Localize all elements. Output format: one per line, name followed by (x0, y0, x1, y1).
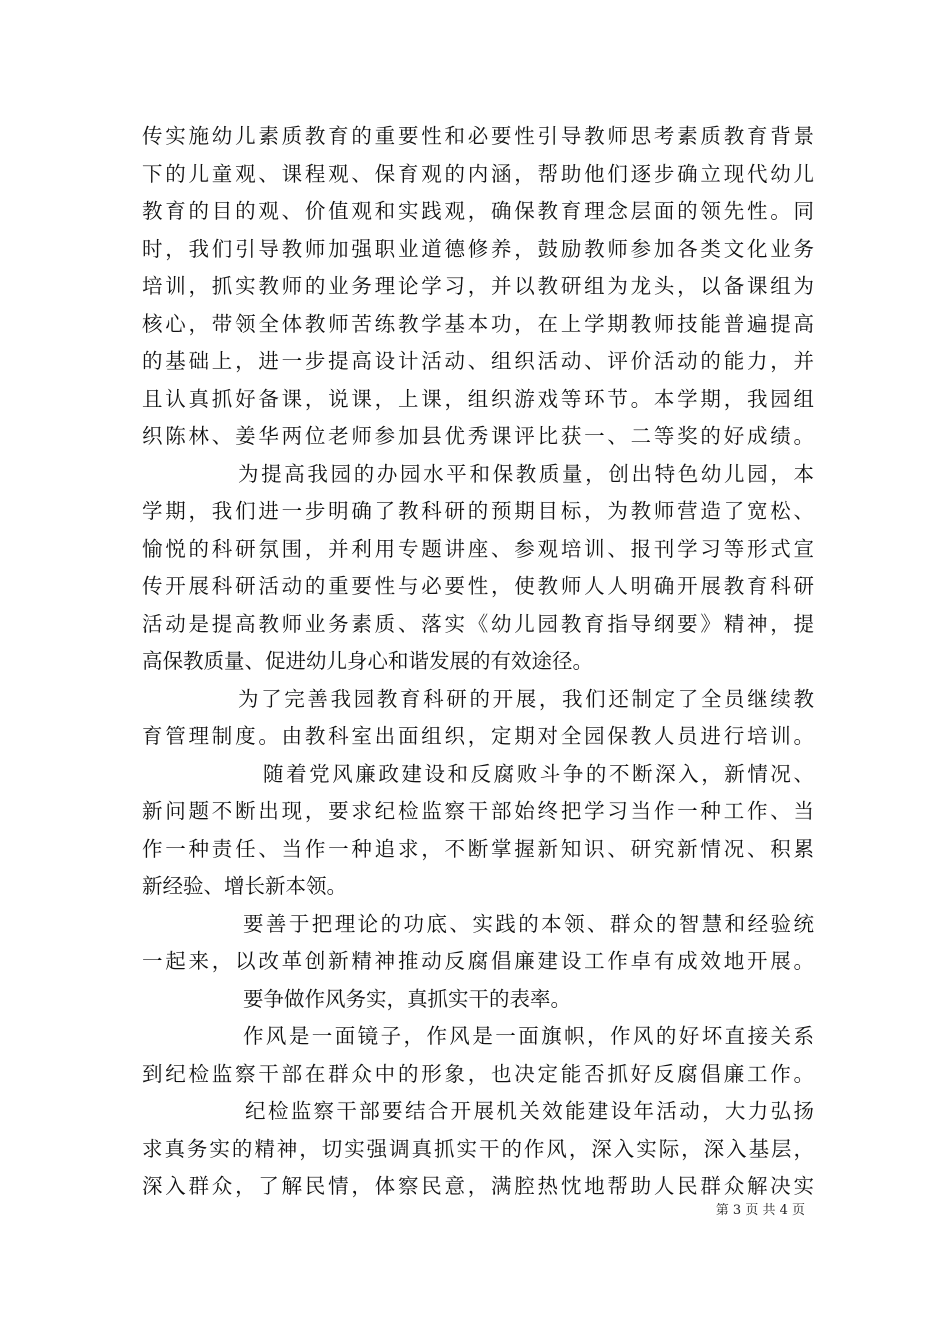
text-line: 要善于把理论的功底、实践的本领、群众的智慧和经验统 (243, 911, 814, 936)
text-line: 且认真抓好备课，说课，上课，组织游戏等环节。本学期，我园组 (142, 386, 814, 411)
text-line: 求真务实的精神，切实强调真抓实干的作风，深入实际，深入基层， (142, 1136, 814, 1161)
text-line: 传开展科研活动的重要性与必要性，使教师人人明确开展教育科研 (142, 574, 814, 598)
paragraph (142, 906, 814, 981)
text-line: 培训，抓实教师的业务理论学习，并以教研组为龙头，以备课组为 (142, 274, 814, 298)
paragraph (142, 681, 814, 756)
text-line: 要争做作风务实，真抓实干的表率。 (243, 986, 571, 1011)
text-line: 作一种责任、当作一种追求，不断掌握新知识、研究新情况、积累 (142, 836, 814, 861)
page-number-footer: 第 3 页 共 4 页 (715, 1203, 805, 1218)
text-line: 学期，我们进一步明确了教科研的预期目标，为教师营造了宽松、 (142, 499, 814, 523)
text-line: 深入群众，了解民情，体察民意，满腔热忱地帮助人民群众解决实 (142, 1174, 814, 1198)
paragraph (142, 456, 814, 681)
paragraph (142, 981, 814, 1019)
text-line: 到纪检监察干部在群众中的形象，也决定能否抓好反腐倡廉工作。 (142, 1061, 814, 1086)
paragraph (142, 756, 814, 906)
text-line: 核心，带领全体教师苦练教学基本功，在上学期教师技能普遍提高 (142, 311, 814, 336)
text-line: 传实施幼儿素质教育的重要性和必要性引导教师思考素质教育背景 (142, 124, 814, 148)
text-line: 愉悦的科研氛围，并利用专题讲座、参观培训、报刊学习等形式宣 (142, 536, 814, 561)
text-line: 新经验、增长新本领。 (142, 874, 347, 898)
text-line: 教育的目的观、价值观和实践观，确保教育理念层面的领先性。同 (142, 199, 814, 223)
text-line: 纪检监察干部要结合开展机关效能建设年活动，大力弘扬 (245, 1099, 814, 1123)
text-line: 活动是提高教师业务素质、落实《幼儿园教育指导纲要》精神，提 (142, 611, 814, 636)
paragraph (142, 1018, 814, 1093)
paragraph (142, 118, 814, 456)
text-line: 随着党风廉政建设和反腐败斗争的不断深入，新情况、 (263, 761, 814, 786)
text-line: 一起来，以改革创新精神推动反腐倡廉建设工作卓有成效地开展。 (142, 949, 814, 973)
text-line: 为了完善我园教育科研的开展，我们还制定了全员继续教 (238, 686, 814, 711)
text-line: 下的儿童观、课程观、保育观的内涵，帮助他们逐步确立现代幼儿 (142, 161, 814, 186)
text-line: 新问题不断出现，要求纪检监察干部始终把学习当作一种工作、当 (142, 799, 814, 823)
text-line: 为提高我园的办园水平和保教质量，创出特色幼儿园，本 (238, 461, 814, 486)
text-line: 高保教质量、促进幼儿身心和谐发展的有效途径。 (142, 649, 593, 673)
document-body (142, 118, 814, 1206)
text-line: 作风是一面镜子，作风是一面旗帜，作风的好坏直接关系 (243, 1024, 814, 1048)
paragraph (142, 1093, 814, 1206)
text-line: 育管理制度。由教科室出面组织，定期对全园保教人员进行培训。 (142, 724, 814, 748)
text-line: 的基础上，进一步提高设计活动、组织活动、评价活动的能力，并 (142, 349, 814, 373)
text-line: 织陈林、姜华两位老师参加县优秀课评比获一、二等奖的好成绩。 (142, 424, 814, 448)
text-line: 时，我们引导教师加强职业道德修养，鼓励教师参加各类文化业务 (142, 236, 814, 261)
